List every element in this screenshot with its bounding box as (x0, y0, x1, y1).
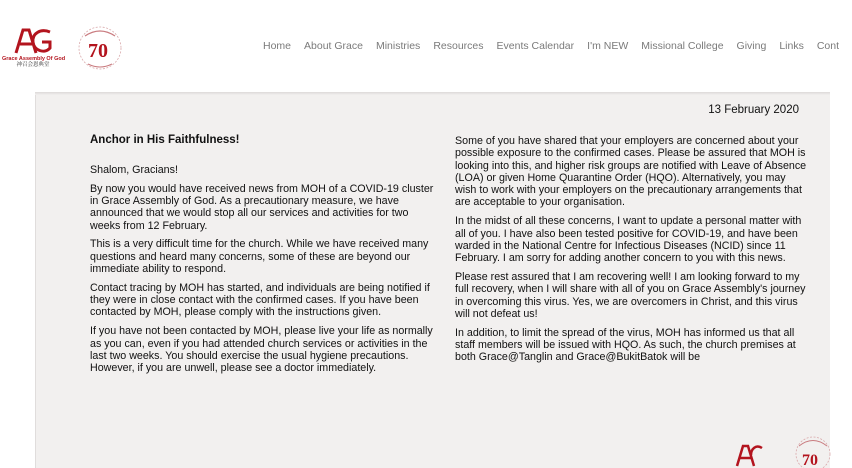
letter-title: Anchor in His Faithfulness! (90, 134, 240, 146)
nav-im-new[interactable]: I'm NEW (587, 40, 629, 52)
nav-links[interactable]: Links (779, 40, 804, 52)
anniversary-seal-icon (76, 24, 124, 72)
logo-text: Grace Assembly Of God (2, 56, 66, 62)
paragraph: If you have not been contacted by MOH, please live your life as normally as you can, even if you had attended church services or activities in the last two weeks. You should exercise the usual hygiene precautions. However, if you are unwell, please see a doctor immediately. (90, 325, 433, 375)
anniversary-footer-seal-icon (793, 432, 830, 468)
paragraph: Shalom, Gracians! (90, 164, 178, 176)
paragraph: This is a very difficult time for the church. While we have received many questions and heard many concerns, some of these are beyond our immediate ability to respond. (90, 238, 429, 276)
nav-resources[interactable]: Resources (433, 40, 484, 52)
nav-missional-college[interactable]: Missional College (641, 40, 724, 52)
letter-panel (35, 92, 830, 468)
ga-footer-logo-icon (734, 442, 764, 468)
anniversary-footer-number: 70 (802, 452, 818, 468)
anniversary-logo[interactable] (76, 24, 124, 72)
nav-contact[interactable]: Cont (816, 40, 840, 52)
nav-giving[interactable]: Giving (736, 40, 767, 52)
letter-date: 13 February 2020 (708, 104, 799, 116)
paragraph: Contact tracing by MOH has started, and individuals are being notified if they were in close contact with the confirmed cases. If you have been contacted by MOH, please comply with the instructions given. (90, 281, 430, 319)
nav-about-grace[interactable]: About Grace (304, 40, 363, 52)
ga-logo-mark-icon (2, 26, 64, 56)
nav-home[interactable]: Home (263, 40, 292, 52)
site-header (0, 0, 840, 92)
nav-events-calendar[interactable]: Events Calendar (496, 40, 575, 52)
logo-chinese-text: 神召会恩典堂 (16, 62, 50, 68)
main-navigation (263, 40, 852, 52)
paragraph: Please rest assured that I am recovering well! I am looking forward to my full recovery, when I will share with all of you on Grace Assembly's journey in overcoming this virus. Yes, we are overcomers in Christ, and this virus will not defeat us! (455, 270, 806, 320)
anniversary-number: 70 (88, 40, 108, 62)
letter-left-column (90, 134, 435, 381)
grace-assembly-logo[interactable] (2, 26, 64, 70)
paragraph: Some of you have shared that your employers are concerned about your possible exposure to the confirmed cases. Please be assured that MOH is looking into this, and higher risk groups are notified with Leave of Absence (LOA) or given Home Quarantine Order (HQO). Alternatively, you may wish to work with your employers on the precautionary arrangements that are acceptable to your organisation. (455, 135, 807, 209)
paragraph: In addition, to limit the spread of the virus, MOH has informed us that all staff members will be issued with HQO. As such, the church premises at both Grace@Tanglin and Grace@BukitBatok will be (455, 326, 796, 364)
paragraph: In the midst of all these concerns, I want to update a personal matter with all of you. I have also been tested positive for COVID-19, and have been warded in the National Centre for Infectious Diseases (NCID) since 11 February. I am sorry for adding another concern to you with this news. (455, 215, 802, 265)
paragraph: By now you would have received news from MOH of a COVID-19 cluster in Grace Assembly of God. As a precautionary measure, we have announced that we would stop all our services and activities for two weeks from 12 February. (90, 182, 434, 232)
letter-right-column (455, 135, 807, 370)
nav-ministries[interactable]: Ministries (375, 40, 421, 52)
